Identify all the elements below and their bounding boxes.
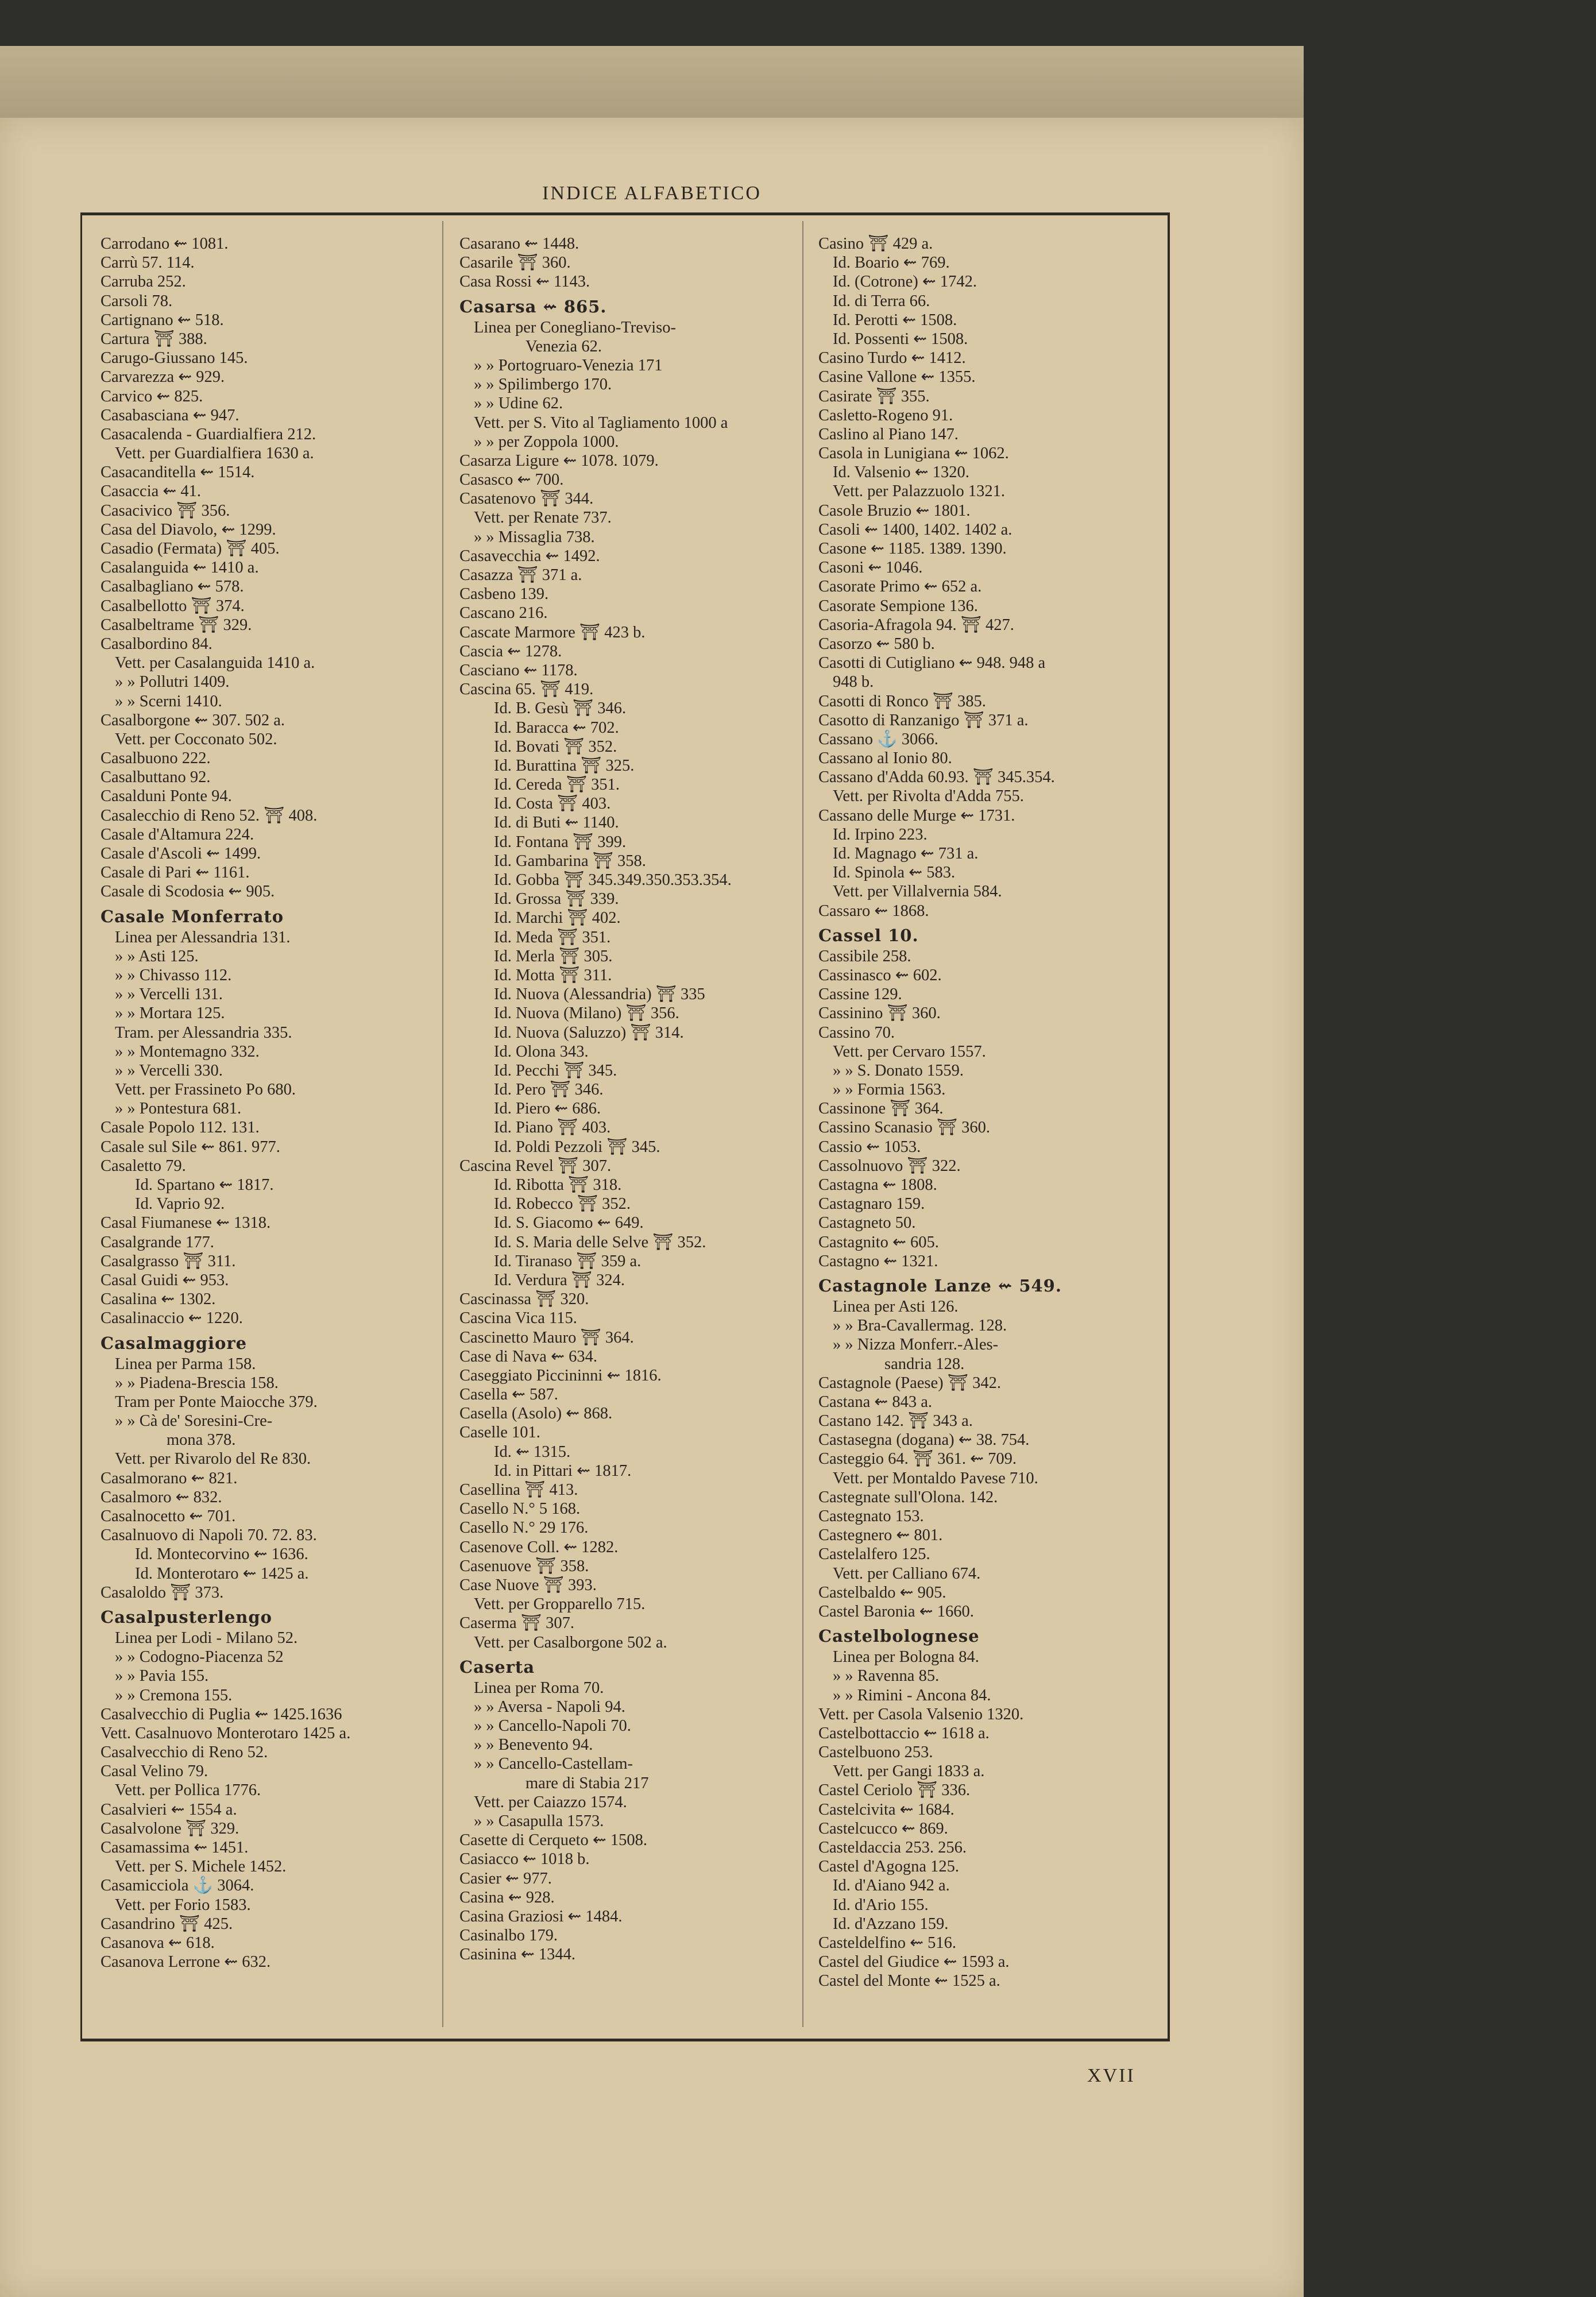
index-entry: Casale d'Ascoli ⇜ 1499. (101, 845, 261, 863)
index-entry: Id. Costa ⛩ 403. (494, 795, 611, 813)
index-entry: Casotto di Ranzanigo ⛩ 371 a. (818, 711, 1029, 729)
index-entry: 948 b. (833, 673, 874, 691)
index-entry: Casone ⇜ 1185. 1389. 1390. (818, 540, 1007, 558)
page-header: INDICE ALFABETICO (542, 183, 762, 204)
index-entry: Casalbagliano ⇜ 578. (101, 578, 244, 596)
index-entry: mona 378. (167, 1431, 236, 1449)
index-entry: Casal Velino 79. (101, 1762, 208, 1781)
index-entry: Id. Valsenio ⇜ 1320. (833, 463, 969, 482)
index-entry: Id. Robecco ⛩ 352. (494, 1195, 631, 1213)
index-entry: Id. Burattina ⛩ 325. (494, 756, 635, 775)
index-heading: Casale Monferrato (101, 906, 284, 926)
index-entry: Id. Spinola ⇜ 583. (833, 864, 956, 882)
index-entry: Id. di Terra 66. (833, 292, 930, 310)
index-entry: Id. ⇜ 1315. (494, 1443, 571, 1461)
index-entry: Cassano ⚓ 3066. (818, 730, 938, 748)
index-entry: » » Piadena-Brescia 158. (115, 1374, 279, 1392)
index-entry: Casavecchia ⇜ 1492. (459, 547, 600, 565)
index-entry: Casenuove ⛩ 358. (459, 1557, 589, 1575)
index-entry: Id. d'Ario 155. (833, 1896, 929, 1914)
index-entry: Id. Baraccа ⇜ 702. (494, 718, 619, 737)
index-entry: Linea per Roma 70. (474, 1679, 604, 1697)
index-entry: Casalmoro ⇜ 832. (101, 1488, 222, 1506)
index-entry: Casellina ⛩ 413. (459, 1481, 578, 1499)
index-entry: Casbeno 139. (459, 585, 549, 604)
index-entry: Casanova Lerrone ⇜ 632. (101, 1953, 271, 1971)
index-entry: Vett. per Renate 737. (474, 509, 612, 527)
index-entry: » » Codogno-Piacenza 52 (115, 1648, 284, 1666)
index-entry: » » Pollutri 1409. (115, 673, 230, 691)
index-entry: Castelcucco ⇜ 869. (818, 1819, 948, 1838)
index-entry: » » Aversa - Napoli 94. (474, 1697, 625, 1716)
index-entry: Caseggiato Piccininni ⇜ 1816. (459, 1366, 662, 1385)
index-entry: Vett. per Caiazzo 1574. (474, 1793, 627, 1811)
index-entry: Cascina Revel ⛩ 307. (459, 1157, 612, 1175)
index-entry: Casale di Scodosia ⇜ 905. (101, 883, 275, 901)
index-entry: Id. Possenti ⇜ 1508. (833, 330, 968, 348)
index-heading: Castelbolognese (818, 1626, 980, 1646)
index-entry: Castel del Giudice ⇜ 1593 a. (818, 1953, 1010, 1971)
index-entry: Casanova ⇜ 618. (101, 1933, 215, 1952)
index-entry: Casella (Asolo) ⇜ 868. (459, 1405, 613, 1423)
index-entry: Castagna ⇜ 1808. (818, 1176, 937, 1194)
index-entry: Casoli ⇜ 1400, 1402. 1402 a. (818, 520, 1013, 539)
index-entry: Cascinetto Mauro ⛩ 364. (459, 1328, 634, 1347)
index-entry: Cascia ⇜ 1278. (459, 642, 562, 660)
index-entry: Id. (Cotrone) ⇜ 1742. (833, 273, 977, 291)
index-entry: Vett. per Palazzuolo 1321. (833, 482, 1005, 501)
index-entry: Casalbellotto ⛩ 374. (101, 597, 245, 615)
index-entry: » » Montemagno 332. (115, 1042, 260, 1061)
index-entry: » » Cancello-Castellam- (474, 1755, 633, 1773)
index-entry: Casa Rossi ⇜ 1143. (459, 273, 590, 291)
index-entry: Carsoli 78. (101, 292, 173, 310)
index-entry: Casarile ⛩ 360. (459, 254, 571, 272)
index-entry: Id. Nuova (Alessandria) ⛩ 335 (494, 985, 705, 1004)
index-entry: Venezia 62. (525, 337, 602, 355)
index-entry: Vett. per Cocconato 502. (115, 730, 277, 748)
index-entry: » » Nizza Monferr.-Ales- (833, 1336, 999, 1354)
index-entry: Vett. per Casola Valsenio 1320. (818, 1705, 1024, 1723)
index-entry: Castagno ⇜ 1321. (818, 1252, 938, 1270)
index-entry: Casalvolone ⛩ 329. (101, 1819, 239, 1838)
index-entry: » » per Zoppola 1000. (474, 432, 619, 451)
index-heading: Casarsa ⇜ 865. (459, 296, 607, 316)
index-entry: Cassino 70. (818, 1023, 895, 1042)
index-entry: Tram. per Alessandria 335. (115, 1023, 292, 1042)
index-heading: Casalmaggiore (101, 1333, 248, 1353)
index-entry: Case Nuove ⛩ 393. (459, 1576, 597, 1594)
index-entry: » » Pontestura 681. (115, 1100, 242, 1118)
index-entry: Castano 142. ⛩ 343 a. (818, 1412, 973, 1430)
index-entry: Carugo-Giussano 145. (101, 349, 248, 368)
index-entry: Casale sul Sile ⇜ 861. 977. (101, 1138, 280, 1156)
index-entry: Casaletto 79. (101, 1157, 186, 1175)
index-entry: » » Ravenna 85. (833, 1667, 940, 1685)
index-entry: Casalmorano ⇜ 821. (101, 1469, 238, 1487)
index-entry: Id. Merla ⛩ 305. (494, 947, 613, 965)
index-entry: » » Portogruaro-Venezia 171 (474, 356, 663, 374)
index-entry: Casacanditella ⇜ 1514. (101, 463, 255, 482)
index-entry: Vett. per Montaldo Pavese 710. (833, 1469, 1038, 1487)
index-entry: » » Cancello-Napoli 70. (474, 1717, 631, 1735)
index-entry: Castel Baronia ⇜ 1660. (818, 1602, 974, 1621)
index-entry: Casalnocetto ⇜ 701. (101, 1507, 236, 1525)
index-entry: Castagnole (Paese) ⛩ 342. (818, 1374, 1001, 1392)
index-entry: Id. Verdura ⛩ 324. (494, 1271, 625, 1289)
index-entry: mare di Stabia 217 (525, 1774, 649, 1792)
index-entry: Casacivico ⛩ 356. (101, 501, 230, 520)
index-entry: Vett. per Gangi 1833 a. (833, 1762, 985, 1781)
index-entry: Casalnuovo di Napoli 70. 72. 83. (101, 1526, 317, 1545)
index-heading: Cassel 10. (818, 925, 919, 945)
index-entry: Castagneto 50. (818, 1214, 916, 1232)
index-entry: Vett. per Casalborgone 502 a. (474, 1633, 667, 1652)
index-entry: Vett. per Guardialfiera 1630 a. (115, 444, 314, 463)
index-entry: » » S. Donato 1559. (833, 1061, 964, 1080)
index-entry: Casirate ⛩ 355. (818, 387, 930, 405)
index-entry: Id. Cereda ⛩ 351. (494, 776, 620, 794)
index-entry: Castel Ceriolo ⛩ 336. (818, 1781, 971, 1800)
index-entry: Cassaro ⇜ 1868. (818, 902, 929, 920)
index-entry: » » Vercelli 131. (115, 985, 223, 1004)
index-entry: Casalanguida ⇜ 1410 a. (101, 559, 259, 577)
index-entry: Casalbuttano 92. (101, 768, 211, 787)
index-entry: Id. Tiranaso ⛩ 359 a. (494, 1252, 642, 1270)
index-entry: Casalgrasso ⛩ 311. (101, 1252, 236, 1270)
index-entry: Carvarezza ⇜ 929. (101, 368, 225, 386)
index-entry: Casinalbo 179. (459, 1927, 558, 1945)
index-entry: Casalvecchio di Reno 52. (101, 1743, 268, 1762)
index-entry: » » Asti 125. (115, 947, 199, 965)
index-entry: Id. B. Gesù ⛩ 346. (494, 699, 627, 718)
index-entry: Cascina Vica 115. (459, 1309, 577, 1328)
index-entry: Vett. per S. Michele 1452. (115, 1858, 287, 1876)
index-entry: Casale Popolo 112. 131. (101, 1119, 260, 1137)
index-entry: Id. Boario ⇜ 769. (833, 254, 950, 272)
index-entry: Casteldelfino ⇜ 516. (818, 1933, 956, 1952)
index-entry: Casaloldo ⛩ 373. (101, 1583, 224, 1602)
page-number: XVII (1087, 2065, 1135, 2086)
index-entry: Casorate Primo ⇜ 652 a. (818, 578, 982, 596)
page-edge (0, 46, 1304, 127)
index-entry: Casalbeltrame ⛩ 329. (101, 616, 252, 634)
index-entry: Cassio ⇜ 1053. (818, 1138, 921, 1156)
index-entry: Casorate Sempione 136. (818, 597, 978, 615)
index-entry: » » Formia 1563. (833, 1081, 946, 1099)
index-entry: Casarza Ligure ⇜ 1078. 1079. (459, 451, 659, 470)
index-entry: Id. d'Azzano 159. (833, 1915, 949, 1933)
index-entry: Casino ⛩ 429 a. (818, 235, 933, 253)
index-entry: Id. Gobba ⛩ 345.349.350.353.354. (494, 871, 732, 889)
index-entry: Casamicciola ⚓ 3064. (101, 1877, 254, 1895)
index-entry: Cassinone ⛩ 364. (818, 1100, 944, 1118)
index-entry: Id. Irpino 223. (833, 825, 928, 844)
index-entry: Linea per Parma 158. (115, 1355, 256, 1373)
index-entry: Linea per Bologna 84. (833, 1648, 979, 1666)
index-entry: Vett. per S. Vito al Tagliamento 1000 a (474, 413, 728, 432)
index-entry: Castasegna (dogana) ⇜ 38. 754. (818, 1431, 1030, 1449)
index-entry: Castegnero ⇜ 801. (818, 1526, 943, 1545)
index-entry: Casarano ⇜ 1448. (459, 235, 579, 253)
index-entry: Cascate Marmore ⛩ 423 b. (459, 623, 646, 641)
index-entry: Id. Monterotaro ⇜ 1425 a. (135, 1564, 309, 1583)
index-entry: » » Udine 62. (474, 395, 563, 413)
index-entry: Id. Nuova (Saluzzo) ⛩ 314. (494, 1023, 684, 1042)
index-entry: Casalvieri ⇜ 1554 a. (101, 1800, 237, 1819)
index-entry: » » Cà de' Soresini-Cre- (115, 1412, 273, 1430)
index-entry: Id. di Buti ⇜ 1140. (494, 814, 619, 832)
index-entry: Casalecchio di Reno 52. ⛩ 408. (101, 806, 318, 825)
index-entry: Id. Olona 343. (494, 1042, 589, 1061)
index-column-3 (818, 234, 1157, 1991)
index-entry: Carruba 252. (101, 273, 186, 291)
index-entry: Vett. per Pollica 1776. (115, 1781, 261, 1800)
index-entry: Case di Nava ⇜ 634. (459, 1347, 597, 1366)
index-entry: Cassino Scanasio ⛩ 360. (818, 1119, 990, 1137)
index-entry: Casciano ⇜ 1178. (459, 661, 578, 679)
index-entry: Id. d'Aiano 942 a. (833, 1877, 950, 1895)
index-entry: Cassibile 258. (818, 947, 911, 965)
index-entry: » » Bra-Cavallermag. 128. (833, 1317, 1007, 1335)
index-entry: » » Chivasso 112. (115, 966, 232, 984)
index-column-2 (459, 234, 793, 1965)
index-entry: » » Rimini - Ancona 84. (833, 1686, 991, 1704)
index-entry: Casalgrande 177. (101, 1233, 214, 1251)
index-heading: Caserta (459, 1657, 535, 1677)
index-entry: Cassano al Ionio 80. (818, 749, 952, 768)
index-entry: » » Scerni 1410. (115, 692, 222, 710)
index-entry: Casola in Lunigiana ⇜ 1062. (818, 444, 1009, 463)
index-entry: Id. Bovati ⛩ 352. (494, 737, 617, 756)
index-entry: » » Missaglia 738. (474, 528, 595, 546)
index-entry: Id. Marchi ⛩ 402. (494, 909, 621, 927)
index-entry: Id. Grossa ⛩ 339. (494, 890, 619, 908)
index-entry: Vett. per Casalanguida 1410 a. (115, 654, 315, 672)
index-entry: Carrù 57. 114. (101, 254, 195, 272)
index-entry: » » Pavia 155. (115, 1667, 209, 1685)
index-entry: » » Benevento 94. (474, 1736, 593, 1754)
index-entry: Vett. per Villalvernia 584. (833, 883, 1002, 901)
index-entry: Carrodano ⇜ 1081. (101, 235, 229, 253)
index-entry: Castagnaro 159. (818, 1195, 925, 1213)
index-entry: Casalbordino 84. (101, 635, 212, 653)
index-entry: Cartignano ⇜ 518. (101, 311, 224, 329)
index-entry: Id. Vaprio 92. (135, 1195, 225, 1213)
index-entry: Carvico ⇜ 825. (101, 387, 203, 405)
index-entry: Id. S. Giacomo ⇜ 649. (494, 1214, 644, 1232)
index-entry: Id. in Pittari ⇜ 1817. (494, 1461, 632, 1480)
index-entry: Id. Pecchi ⛩ 345. (494, 1061, 617, 1080)
index-entry: Casa del Diavolo, ⇜ 1299. (101, 520, 276, 539)
index-entry: Casotti di Cutigliano ⇜ 948. 948 a (818, 654, 1046, 672)
index-entry: Casette di Cerqueto ⇜ 1508. (459, 1831, 648, 1850)
index-entry: Id. Poldi Pezzoli ⛩ 345. (494, 1138, 660, 1156)
index-entry: Cassolnuovo ⛩ 322. (818, 1157, 961, 1175)
index-entry: Castegnato 153. (818, 1507, 924, 1525)
index-entry: Tram per Ponte Maiocche 379. (115, 1393, 318, 1411)
index-entry: Id. Nuova (Milano) ⛩ 356. (494, 1004, 679, 1023)
index-entry: Cassano delle Murge ⇜ 1731. (818, 806, 1015, 825)
index-entry: Casello N.° 29 176. (459, 1519, 589, 1537)
index-entry: Casal Fiumanese ⇜ 1318. (101, 1214, 271, 1232)
index-entry: Casier ⇜ 977. (459, 1869, 552, 1888)
index-entry: Caslino al Piano 147. (818, 425, 959, 443)
index-entry: Linea per Conegliano-Treviso- (474, 318, 676, 337)
index-entry: Id. Perotti ⇜ 1508. (833, 311, 957, 329)
index-entry: Casenove Coll. ⇜ 1282. (459, 1538, 619, 1556)
index-entry: » » Casapulla 1573. (474, 1812, 604, 1830)
index-entry: Casabasciana ⇜ 947. (101, 406, 239, 424)
index-entry: » » Spilimbergo 170. (474, 376, 612, 394)
index-entry: Casazza ⛩ 371 a. (459, 566, 582, 584)
index-entry: Id. Piero ⇜ 686. (494, 1100, 601, 1118)
index-entry: Casello N.° 5 168. (459, 1500, 581, 1518)
index-entry: Linea per Alessandria 131. (115, 928, 291, 946)
index-entry: Casella ⇜ 587. (459, 1386, 558, 1404)
index-entry: Casina Graziosi ⇜ 1484. (459, 1907, 623, 1925)
index-entry: Casacalenda - Guardialfiera 212. (101, 425, 316, 443)
index-entry: Casorzo ⇜ 580 b. (818, 635, 935, 653)
index-entry: Casteldaccia 253. 256. (818, 1839, 967, 1857)
index-entry: Casteggio 64. ⛩ 361. ⇜ 709. (818, 1450, 1017, 1468)
index-entry: Casino Turdo ⇜ 1412. (818, 349, 966, 368)
index-entry: Id. S. Maria delle Selve ⛩ 352. (494, 1233, 706, 1251)
index-entry: Casotti di Ronco ⛩ 385. (818, 692, 986, 710)
index-entry: Casalinaccio ⇜ 1220. (101, 1309, 243, 1328)
index-entry: Casale di Pari ⇜ 1161. (101, 864, 250, 882)
index-entry: Vett. per Calliano 674. (833, 1564, 981, 1583)
index-entry: Id. Piano ⛩ 403. (494, 1119, 611, 1137)
index-entry: » » Mortara 125. (115, 1004, 225, 1023)
index-entry: Casalbuono 222. (101, 749, 211, 768)
column-divider (802, 221, 803, 2027)
index-entry: Casalduni Ponte 94. (101, 787, 232, 806)
index-entry: Casal Guidi ⇜ 953. (101, 1271, 229, 1289)
index-entry: Id. Fontana ⛩ 399. (494, 833, 627, 851)
index-entry: Cartura ⛩ 388. (101, 330, 207, 348)
index-entry: sandria 128. (884, 1355, 965, 1373)
index-entry: Id. Ribotta ⛩ 318. (494, 1176, 622, 1194)
index-column-1 (101, 234, 434, 1971)
index-entry: Castelbottaccio ⇜ 1618 a. (818, 1724, 990, 1742)
column-divider (442, 221, 443, 2027)
index-entry: Casine Vallone ⇜ 1355. (818, 368, 976, 386)
index-entry: Castelalfero 125. (818, 1545, 930, 1564)
index-entry: Castel del Monte ⇜ 1525 a. (818, 1972, 1000, 1990)
index-entry: Linea per Lodi - Milano 52. (115, 1629, 298, 1647)
index-entry: Vett. per Gropparello 715. (474, 1595, 646, 1614)
index-entry: Casalvecchio di Puglia ⇜ 1425.1636 (101, 1705, 342, 1723)
index-entry: Casandrino ⛩ 425. (101, 1915, 233, 1933)
index-heading: Castagnole Lanze ⇜ 549. (818, 1275, 1062, 1296)
index-entry: Castana ⇜ 843 a. (818, 1393, 932, 1411)
index-entry: Castelbuono 253. (818, 1743, 933, 1762)
index-entry: Cassinasco ⇜ 602. (818, 966, 942, 984)
index-entry: Casasco ⇜ 700. (459, 471, 564, 489)
index-entry: Casoria-Afragola 94. ⛩ 427. (818, 616, 1014, 634)
index-entry: Cascano 216. (459, 604, 548, 622)
index-entry: Casalborgone ⇜ 307. 502 a. (101, 711, 285, 729)
index-entry: Vett. per Frassineto Po 680. (115, 1081, 296, 1099)
index-entry: Vett. Casalnuovo Monterotaro 1425 a. (101, 1724, 351, 1742)
index-entry: Cassine 129. (818, 985, 902, 1004)
index-entry: Casletto-Rogeno 91. (818, 406, 953, 424)
index-entry: Id. Magnago ⇜ 731 a. (833, 845, 979, 863)
index-entry: Vett. per Rivarolo del Re 830. (115, 1450, 311, 1468)
index-entry: Id. Motta ⛩ 311. (494, 966, 612, 984)
index-entry: Casalina ⇜ 1302. (101, 1290, 216, 1309)
index-entry: Cascinassa ⛩ 320. (459, 1290, 589, 1309)
index-entry: » » Vercelli 330. (115, 1061, 223, 1080)
index-entry: Id. Spartano ⇜ 1817. (135, 1176, 274, 1194)
index-entry: Casoni ⇜ 1046. (818, 559, 923, 577)
index-entry: Cascina 65. ⛩ 419. (459, 680, 594, 699)
index-entry: Castelcivita ⇜ 1684. (818, 1800, 954, 1819)
index-entry: » » Cremona 155. (115, 1686, 233, 1704)
index-entry: Linea per Asti 126. (833, 1297, 959, 1316)
index-entry: Casaccia ⇜ 41. (101, 482, 202, 501)
index-entry: Id. Montecorvino ⇜ 1636. (135, 1545, 308, 1564)
index-entry: Id. Pero ⛩ 346. (494, 1081, 604, 1099)
index-entry: Castel d'Agogna 125. (818, 1858, 959, 1876)
index-entry: Casole Bruzio ⇜ 1801. (818, 501, 971, 520)
index-entry: Vett. per Forio 1583. (115, 1896, 251, 1914)
index-entry: Caselle 101. (459, 1424, 540, 1442)
index-entry: Castegnate sull'Olona. 142. (818, 1488, 998, 1506)
index-entry: Casadio (Fermata) ⛩ 405. (101, 540, 280, 558)
index-entry: Castelbaldo ⇜ 905. (818, 1583, 946, 1602)
index-entry: Vett. per Rivolta d'Adda 755. (833, 787, 1024, 806)
index-entry: Casatenovo ⛩ 344. (459, 490, 594, 508)
index-entry: Caserma ⛩ 307. (459, 1614, 575, 1633)
index-entry: Cassano d'Adda 60.93. ⛩ 345.354. (818, 768, 1055, 787)
index-heading: Casalpusterlengo (101, 1607, 272, 1627)
index-entry: Casiacco ⇜ 1018 b. (459, 1850, 590, 1869)
index-entry: Vett. per Cervaro 1557. (833, 1042, 986, 1061)
index-entry: Cassinino ⛩ 360. (818, 1004, 941, 1023)
index-entry: Casina ⇜ 928. (459, 1888, 555, 1907)
index-entry: Casamassima ⇜ 1451. (101, 1839, 249, 1857)
index-entry: Casinina ⇜ 1344. (459, 1946, 575, 1964)
index-entry: Casale d'Altamura 224. (101, 825, 254, 844)
index-entry: Id. Gambarina ⛩ 358. (494, 852, 646, 870)
index-entry: Id. Meda ⛩ 351. (494, 928, 611, 946)
index-entry: Castagnito ⇜ 605. (818, 1233, 939, 1251)
